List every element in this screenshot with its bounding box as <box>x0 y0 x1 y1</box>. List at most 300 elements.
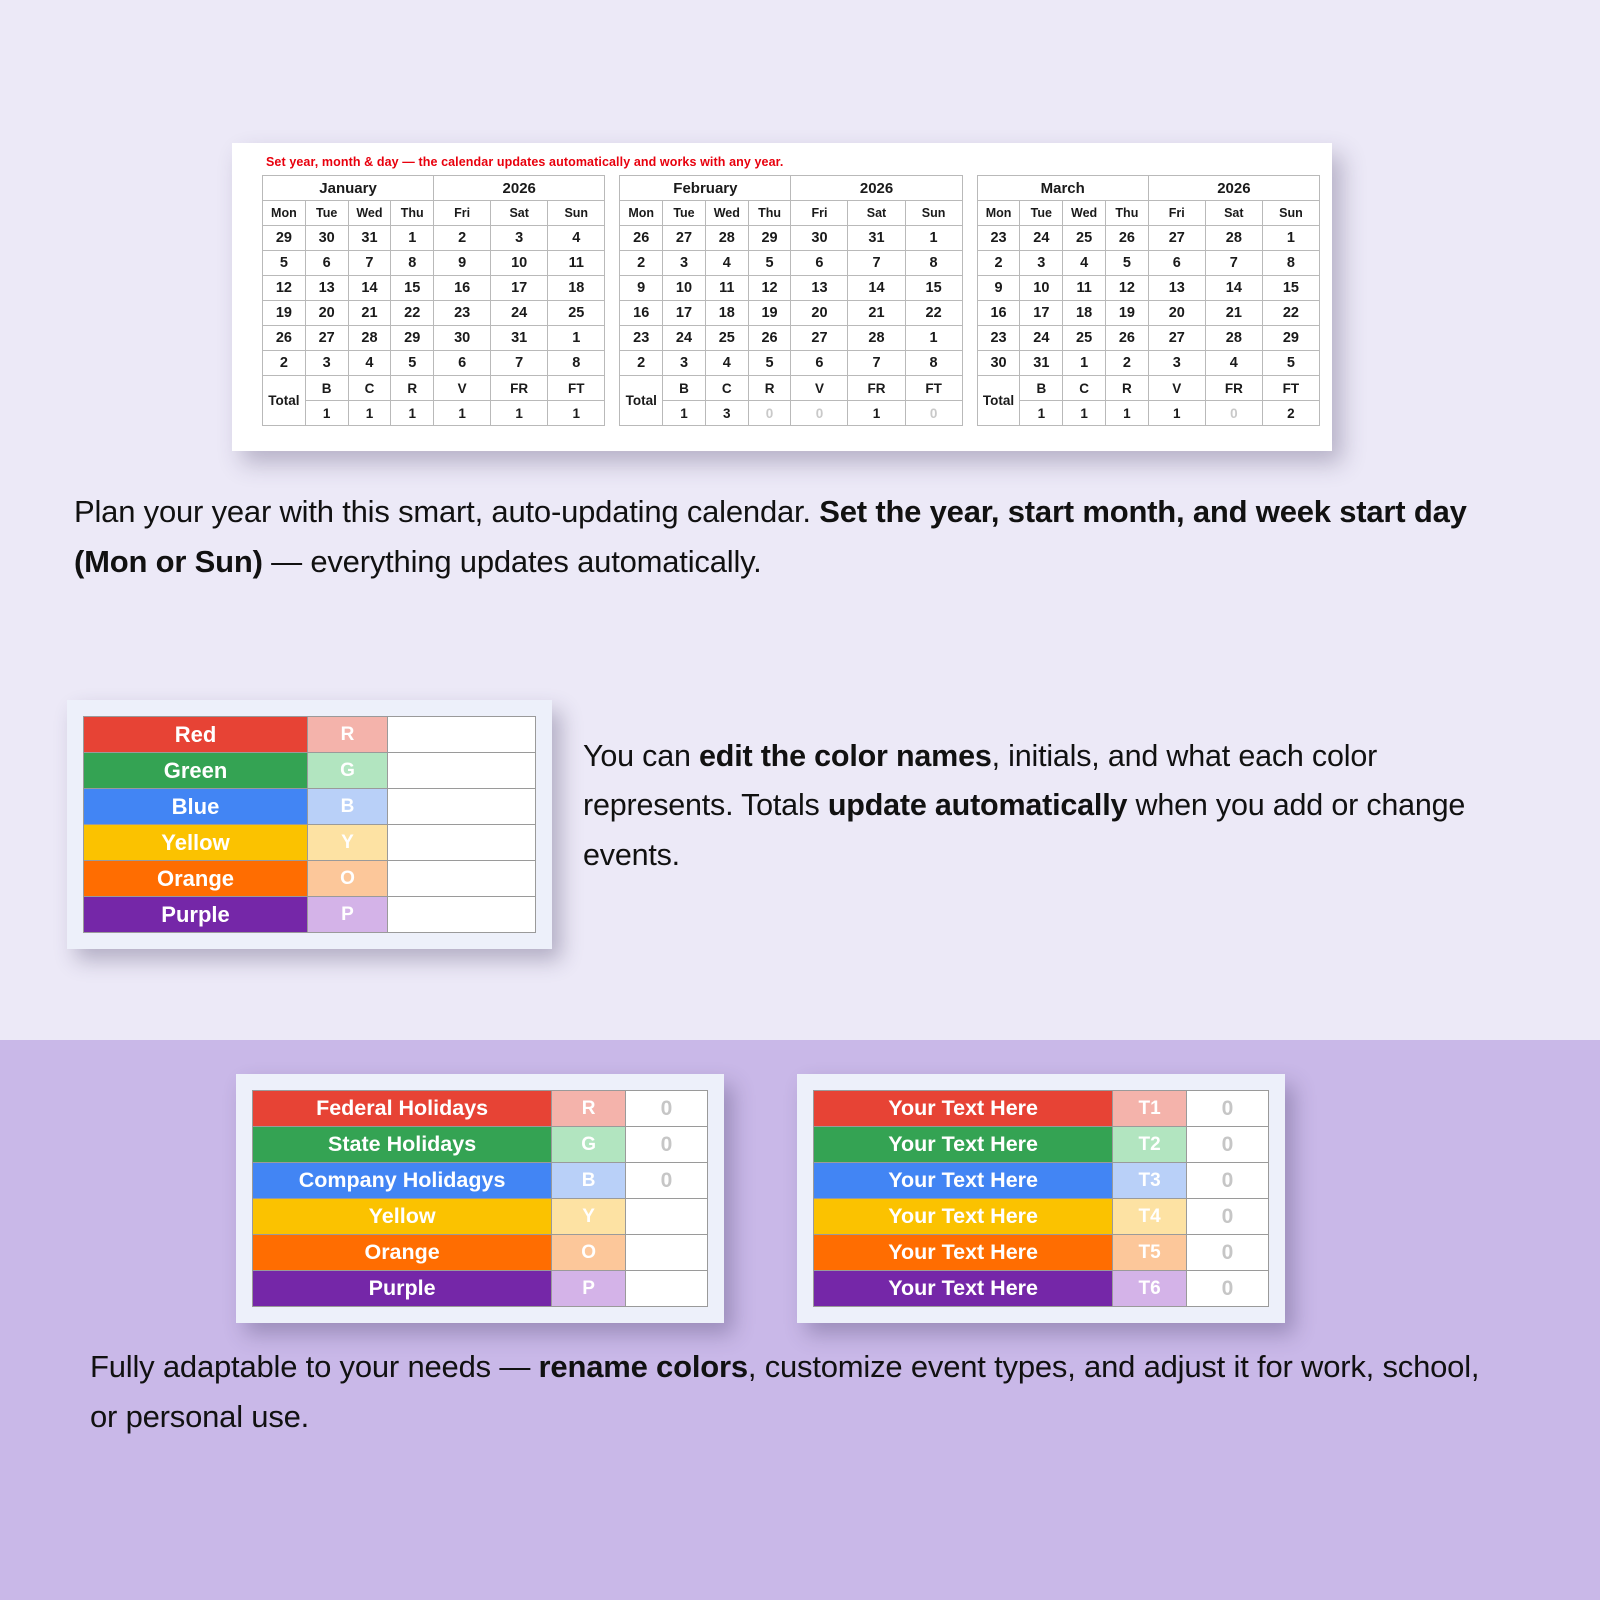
day-cell[interactable]: 4 <box>705 351 748 376</box>
day-cell[interactable]: 31 <box>491 326 548 351</box>
day-cell[interactable]: 5 <box>748 251 791 276</box>
day-cell[interactable]: 6 <box>434 351 491 376</box>
legend-color-name[interactable]: Your Text Here <box>814 1091 1113 1127</box>
legend-initial[interactable]: G <box>552 1127 626 1163</box>
legend-row <box>84 897 536 933</box>
day-cell[interactable]: 15 <box>905 276 962 301</box>
color-legend-table <box>83 716 536 933</box>
legend-row <box>84 717 536 753</box>
paragraph-color-description <box>583 732 1523 880</box>
day-cell[interactable]: 5 <box>263 251 306 276</box>
week-row <box>977 301 1319 326</box>
custom-legend-card <box>797 1074 1285 1323</box>
day-cell[interactable]: 19 <box>263 301 306 326</box>
legend-initial[interactable]: T4 <box>1113 1199 1187 1235</box>
month-year[interactable]: 2026 <box>791 176 962 201</box>
day-cell[interactable]: 29 <box>391 326 434 351</box>
legend-initial[interactable]: G <box>308 753 388 789</box>
legend-row <box>253 1091 708 1127</box>
day-cell[interactable]: 1 <box>1063 351 1106 376</box>
weekday-sat: Sat <box>848 201 905 226</box>
day-cell[interactable]: 13 <box>1148 276 1205 301</box>
day-cell[interactable]: 8 <box>1262 251 1319 276</box>
day-cell[interactable]: 27 <box>663 226 706 251</box>
paragraph-calendar-description <box>74 487 1514 587</box>
legend-initial[interactable]: T6 <box>1113 1271 1187 1307</box>
day-cell[interactable]: 14 <box>848 276 905 301</box>
day-cell[interactable]: 17 <box>1020 301 1063 326</box>
totals-code-row <box>263 376 605 401</box>
day-cell[interactable]: 4 <box>705 251 748 276</box>
legend-initial[interactable]: T1 <box>1113 1091 1187 1127</box>
weekday-sun: Sun <box>1262 201 1319 226</box>
day-cell[interactable]: 22 <box>905 301 962 326</box>
day-cell[interactable]: 6 <box>305 251 348 276</box>
day-cell[interactable]: 2 <box>977 251 1020 276</box>
legend-row <box>814 1163 1269 1199</box>
day-cell[interactable]: 14 <box>1205 276 1262 301</box>
month-name[interactable]: January <box>263 176 434 201</box>
total-value: 1 <box>1148 401 1205 426</box>
day-cell[interactable]: 27 <box>1148 226 1205 251</box>
total-value: 0 <box>905 401 962 426</box>
day-cell[interactable]: 20 <box>791 301 848 326</box>
total-code-c[interactable]: C <box>348 376 391 401</box>
day-cell[interactable]: 25 <box>705 326 748 351</box>
day-cell[interactable]: 3 <box>1148 351 1205 376</box>
total-code-ft[interactable]: FT <box>1262 376 1319 401</box>
legend-row <box>84 825 536 861</box>
day-cell[interactable]: 4 <box>1063 251 1106 276</box>
p2-text-a: You can <box>583 739 699 773</box>
legend-row <box>253 1235 708 1271</box>
total-code-b[interactable]: B <box>1020 376 1063 401</box>
day-cell[interactable]: 23 <box>434 301 491 326</box>
weekday-sun: Sun <box>905 201 962 226</box>
legend-color-name[interactable]: Purple <box>253 1271 552 1307</box>
day-cell[interactable]: 10 <box>663 276 706 301</box>
day-cell[interactable]: 28 <box>1205 326 1262 351</box>
calendar-card <box>232 143 1332 451</box>
total-value: 1 <box>391 401 434 426</box>
legend-count: 2 <box>626 1235 708 1271</box>
legend-initial[interactable]: R <box>552 1091 626 1127</box>
custom-legend-table <box>813 1090 1269 1307</box>
total-code-r[interactable]: R <box>748 376 791 401</box>
day-cell[interactable]: 7 <box>491 351 548 376</box>
weekday-wed: Wed <box>348 201 391 226</box>
legend-initial[interactable]: O <box>552 1235 626 1271</box>
legend-color-name[interactable]: Your Text Here <box>814 1163 1113 1199</box>
day-cell[interactable]: 6 <box>791 251 848 276</box>
week-row <box>977 276 1319 301</box>
day-cell[interactable]: 15 <box>1262 276 1319 301</box>
legend-color-name[interactable]: Yellow <box>84 825 308 861</box>
weekday-mon: Mon <box>620 201 663 226</box>
day-cell[interactable]: 10 <box>491 251 548 276</box>
months-row <box>244 175 1320 426</box>
p1-text-b: — everything updates automatically. <box>262 544 762 580</box>
day-cell[interactable]: 18 <box>548 276 605 301</box>
weekday-tue: Tue <box>1020 201 1063 226</box>
day-cell[interactable]: 24 <box>1020 226 1063 251</box>
total-value: 1 <box>1063 401 1106 426</box>
week-row <box>263 326 605 351</box>
legend-row <box>814 1199 1269 1235</box>
day-cell[interactable]: 26 <box>620 226 663 251</box>
day-cell[interactable]: 24 <box>1020 326 1063 351</box>
day-cell[interactable]: 2 <box>263 351 306 376</box>
day-cell[interactable]: 8 <box>905 251 962 276</box>
week-row <box>263 251 605 276</box>
weekday-mon: Mon <box>977 201 1020 226</box>
day-cell[interactable]: 3 <box>1020 251 1063 276</box>
month-table-february <box>619 175 962 426</box>
month-table-march <box>977 175 1320 426</box>
day-cell[interactable]: 24 <box>491 301 548 326</box>
day-cell[interactable]: 2 <box>434 226 491 251</box>
legend-count: 0 <box>626 1127 708 1163</box>
day-cell[interactable]: 30 <box>977 351 1020 376</box>
month-header-row <box>620 176 962 201</box>
day-cell[interactable]: 22 <box>391 301 434 326</box>
day-cell[interactable]: 27 <box>1148 326 1205 351</box>
weekday-sat: Sat <box>491 201 548 226</box>
total-code-ft[interactable]: FT <box>548 376 605 401</box>
day-cell[interactable]: 25 <box>1063 226 1106 251</box>
month-name[interactable]: February <box>620 176 791 201</box>
day-cell[interactable]: 7 <box>348 251 391 276</box>
total-code-fr[interactable]: FR <box>1205 376 1262 401</box>
legend-initial[interactable]: T5 <box>1113 1235 1187 1271</box>
total-code-v[interactable]: V <box>434 376 491 401</box>
week-row <box>977 251 1319 276</box>
color-legend-card <box>67 700 552 949</box>
day-cell[interactable]: 30 <box>305 226 348 251</box>
totals-value-row <box>263 401 605 426</box>
legend-color-name[interactable]: Red <box>84 717 308 753</box>
day-cell[interactable]: 12 <box>748 276 791 301</box>
legend-initial[interactable]: Y <box>308 825 388 861</box>
day-cell[interactable]: 26 <box>263 326 306 351</box>
legend-initial[interactable]: B <box>308 789 388 825</box>
total-code-fr[interactable]: FR <box>491 376 548 401</box>
day-cell[interactable]: 31 <box>1020 351 1063 376</box>
day-cell[interactable]: 11 <box>705 276 748 301</box>
day-cell[interactable]: 13 <box>305 276 348 301</box>
weekday-sat: Sat <box>1205 201 1262 226</box>
legend-color-name[interactable]: Yellow <box>253 1199 552 1235</box>
totals-label: Total <box>977 376 1020 426</box>
weekday-mon: Mon <box>263 201 306 226</box>
total-value: 1 <box>348 401 391 426</box>
legend-color-name[interactable]: Orange <box>84 861 308 897</box>
legend-color-name[interactable]: Your Text Here <box>814 1127 1113 1163</box>
week-row <box>977 326 1319 351</box>
day-cell[interactable]: 25 <box>548 301 605 326</box>
week-row <box>263 301 605 326</box>
legend-initial[interactable]: O <box>308 861 388 897</box>
holiday-legend-card <box>236 1074 724 1323</box>
legend-count: 0 <box>1187 1271 1269 1307</box>
day-cell[interactable]: 29 <box>748 226 791 251</box>
day-cell[interactable]: 28 <box>1205 226 1262 251</box>
day-cell[interactable]: 2 <box>1106 351 1149 376</box>
legend-count: 4 <box>626 1199 708 1235</box>
legend-row <box>84 753 536 789</box>
p2-text-bold1: edit the color names <box>699 739 992 773</box>
week-row <box>977 351 1319 376</box>
calendar-instruction-note: Set year, month & day — the calendar updates automatically and works with any year. <box>266 155 784 169</box>
p2-text-c: when you add or change events. <box>583 788 1466 872</box>
day-cell[interactable]: 3 <box>305 351 348 376</box>
legend-initial[interactable]: P <box>308 897 388 933</box>
day-cell[interactable]: 7 <box>848 251 905 276</box>
day-cell[interactable]: 9 <box>434 251 491 276</box>
day-cell[interactable]: 17 <box>663 301 706 326</box>
total-code-v[interactable]: V <box>791 376 848 401</box>
weekday-thu: Thu <box>1106 201 1149 226</box>
day-cell[interactable]: 5 <box>391 351 434 376</box>
day-cell[interactable]: 7 <box>848 351 905 376</box>
legend-color-name[interactable]: Purple <box>84 897 308 933</box>
legend-row <box>814 1091 1269 1127</box>
day-cell[interactable]: 21 <box>848 301 905 326</box>
day-cell[interactable]: 19 <box>748 301 791 326</box>
day-cell[interactable]: 20 <box>305 301 348 326</box>
total-value: 1 <box>548 401 605 426</box>
day-cell[interactable]: 3 <box>491 226 548 251</box>
p3-text-a: Fully adaptable to your needs — <box>90 1349 539 1384</box>
day-cell[interactable]: 31 <box>848 226 905 251</box>
legend-color-name[interactable]: Your Text Here <box>814 1199 1113 1235</box>
legend-color-name[interactable]: Federal Holidays <box>253 1091 552 1127</box>
weekday-thu: Thu <box>748 201 791 226</box>
day-cell[interactable]: 15 <box>391 276 434 301</box>
week-row <box>263 351 605 376</box>
total-value: 0 <box>748 401 791 426</box>
legend-initial[interactable]: B <box>552 1163 626 1199</box>
day-cell[interactable]: 11 <box>548 251 605 276</box>
legend-row <box>253 1199 708 1235</box>
total-value: 1 <box>1106 401 1149 426</box>
p1-text-bold: Set the year, start month, and week start day (Mon or Sun) <box>74 494 1467 580</box>
total-code-r[interactable]: R <box>391 376 434 401</box>
legend-color-name[interactable]: Your Text Here <box>814 1235 1113 1271</box>
totals-value-row <box>977 401 1319 426</box>
day-cell[interactable]: 22 <box>1262 301 1319 326</box>
month-header-row <box>263 176 605 201</box>
legend-count: 0 <box>626 1163 708 1199</box>
legend-row <box>814 1235 1269 1271</box>
month-year[interactable]: 2026 <box>434 176 605 201</box>
day-cell[interactable]: 16 <box>434 276 491 301</box>
legend-color-name[interactable]: State Holidays <box>253 1127 552 1163</box>
total-code-fr[interactable]: FR <box>848 376 905 401</box>
day-cell[interactable]: 4 <box>1205 351 1262 376</box>
legend-row <box>814 1271 1269 1307</box>
day-cell[interactable]: 2 <box>620 251 663 276</box>
day-cell[interactable]: 23 <box>977 226 1020 251</box>
p2-text-bold2: update automatically <box>827 788 1128 823</box>
day-cell[interactable]: 26 <box>748 326 791 351</box>
week-row <box>263 226 605 251</box>
total-value: 1 <box>848 401 905 426</box>
legend-count: 5 <box>388 753 536 789</box>
day-cell[interactable]: 23 <box>977 326 1020 351</box>
week-row <box>977 226 1319 251</box>
day-cell[interactable]: 13 <box>791 276 848 301</box>
day-cell[interactable]: 5 <box>748 351 791 376</box>
day-cell[interactable]: 31 <box>348 226 391 251</box>
day-cell[interactable]: 6 <box>1148 251 1205 276</box>
legend-count: 0 <box>1187 1199 1269 1235</box>
legend-color-name[interactable]: Blue <box>84 789 308 825</box>
weekday-fri: Fri <box>434 201 491 226</box>
day-cell[interactable]: 4 <box>548 226 605 251</box>
week-row <box>620 276 962 301</box>
total-code-r[interactable]: R <box>1106 376 1149 401</box>
day-cell[interactable]: 3 <box>663 351 706 376</box>
day-cell[interactable]: 10 <box>1020 276 1063 301</box>
day-cell[interactable]: 30 <box>434 326 491 351</box>
legend-color-name[interactable]: Company Holidagys <box>253 1163 552 1199</box>
p2-text-b: , initials, and what each color represents. Totals <box>583 739 1378 823</box>
totals-code-row <box>620 376 962 401</box>
total-code-ft[interactable]: FT <box>905 376 962 401</box>
total-code-v[interactable]: V <box>1148 376 1205 401</box>
day-cell[interactable]: 16 <box>977 301 1020 326</box>
day-cell[interactable]: 24 <box>663 326 706 351</box>
legend-row <box>253 1127 708 1163</box>
total-value: 1 <box>434 401 491 426</box>
day-cell[interactable]: 28 <box>705 226 748 251</box>
week-row <box>620 351 962 376</box>
legend-count: 0 <box>1187 1235 1269 1271</box>
legend-count: 3 <box>626 1271 708 1307</box>
total-value: 1 <box>491 401 548 426</box>
p1-text-a: Plan your year with this smart, auto-updating calendar. <box>74 494 820 529</box>
day-cell[interactable]: 19 <box>1106 301 1149 326</box>
day-cell[interactable]: 2 <box>620 351 663 376</box>
day-cell[interactable]: 27 <box>305 326 348 351</box>
day-cell[interactable]: 20 <box>1148 301 1205 326</box>
day-cell[interactable]: 5 <box>1262 351 1319 376</box>
legend-initial[interactable]: T3 <box>1113 1163 1187 1199</box>
legend-row <box>814 1127 1269 1163</box>
weekday-fri: Fri <box>1148 201 1205 226</box>
legend-color-name[interactable]: Orange <box>253 1235 552 1271</box>
day-cell[interactable]: 28 <box>848 326 905 351</box>
legend-count: 0 <box>626 1091 708 1127</box>
legend-color-name[interactable]: Green <box>84 753 308 789</box>
day-cell[interactable]: 1 <box>1262 226 1319 251</box>
legend-count: 0 <box>1187 1163 1269 1199</box>
month-header-row <box>977 176 1319 201</box>
total-value: 0 <box>1205 401 1262 426</box>
total-code-b[interactable]: B <box>663 376 706 401</box>
day-cell[interactable]: 8 <box>391 251 434 276</box>
day-cell[interactable]: 6 <box>791 351 848 376</box>
paragraph-adaptability-description <box>90 1342 1510 1442</box>
p3-text-b: , customize event types, and adjust it for work, school, or personal use. <box>90 1349 1480 1435</box>
day-cell[interactable]: 1 <box>905 326 962 351</box>
total-value: 1 <box>1020 401 1063 426</box>
totals-value-row <box>620 401 962 426</box>
day-cell[interactable]: 26 <box>1106 326 1149 351</box>
day-cell[interactable]: 18 <box>1063 301 1106 326</box>
total-value: 3 <box>705 401 748 426</box>
day-cell[interactable]: 18 <box>705 301 748 326</box>
day-cell[interactable]: 5 <box>1106 251 1149 276</box>
day-cell[interactable]: 14 <box>348 276 391 301</box>
legend-row <box>84 861 536 897</box>
total-code-b[interactable]: B <box>305 376 348 401</box>
day-cell[interactable]: 7 <box>1205 251 1262 276</box>
day-cell[interactable]: 25 <box>1063 326 1106 351</box>
day-cell[interactable]: 23 <box>620 326 663 351</box>
day-cell[interactable]: 21 <box>1205 301 1262 326</box>
day-cell[interactable]: 11 <box>1063 276 1106 301</box>
legend-color-name[interactable]: Your Text Here <box>814 1271 1113 1307</box>
day-cell[interactable]: 30 <box>791 226 848 251</box>
legend-initial[interactable]: T2 <box>1113 1127 1187 1163</box>
week-row <box>620 251 962 276</box>
day-cell[interactable]: 9 <box>620 276 663 301</box>
total-code-c[interactable]: C <box>705 376 748 401</box>
legend-count: 4 <box>388 789 536 825</box>
day-cell[interactable]: 12 <box>263 276 306 301</box>
day-cell[interactable]: 8 <box>905 351 962 376</box>
day-cell[interactable]: 1 <box>905 226 962 251</box>
day-cell[interactable]: 1 <box>548 326 605 351</box>
legend-count: 0 <box>1187 1127 1269 1163</box>
day-cell[interactable]: 17 <box>491 276 548 301</box>
day-cell[interactable]: 1 <box>391 226 434 251</box>
totals-label: Total <box>620 376 663 426</box>
weekday-sun: Sun <box>548 201 605 226</box>
legend-count: 2 <box>388 861 536 897</box>
legend-row <box>253 1271 708 1307</box>
legend-count: 4 <box>388 825 536 861</box>
day-cell[interactable]: 26 <box>1106 226 1149 251</box>
total-code-c[interactable]: C <box>1063 376 1106 401</box>
legend-initial[interactable]: P <box>552 1271 626 1307</box>
day-cell[interactable]: 29 <box>263 226 306 251</box>
weekday-wed: Wed <box>705 201 748 226</box>
total-value: 2 <box>1262 401 1319 426</box>
day-cell[interactable]: 8 <box>548 351 605 376</box>
day-cell[interactable]: 21 <box>348 301 391 326</box>
week-row <box>620 326 962 351</box>
holiday-legend-table <box>252 1090 708 1307</box>
month-name[interactable]: March <box>977 176 1148 201</box>
day-cell[interactable]: 4 <box>348 351 391 376</box>
month-year[interactable]: 2026 <box>1148 176 1319 201</box>
legend-initial[interactable]: Y <box>552 1199 626 1235</box>
day-cell[interactable]: 3 <box>663 251 706 276</box>
legend-row <box>84 789 536 825</box>
day-cell[interactable]: 28 <box>348 326 391 351</box>
day-cell[interactable]: 27 <box>791 326 848 351</box>
day-cell[interactable]: 29 <box>1262 326 1319 351</box>
totals-label: Total <box>263 376 306 426</box>
legend-initial[interactable]: R <box>308 717 388 753</box>
day-cell[interactable]: 16 <box>620 301 663 326</box>
day-cell[interactable]: 9 <box>977 276 1020 301</box>
p3-text-bold: rename colors <box>538 1349 748 1384</box>
day-cell[interactable]: 12 <box>1106 276 1149 301</box>
